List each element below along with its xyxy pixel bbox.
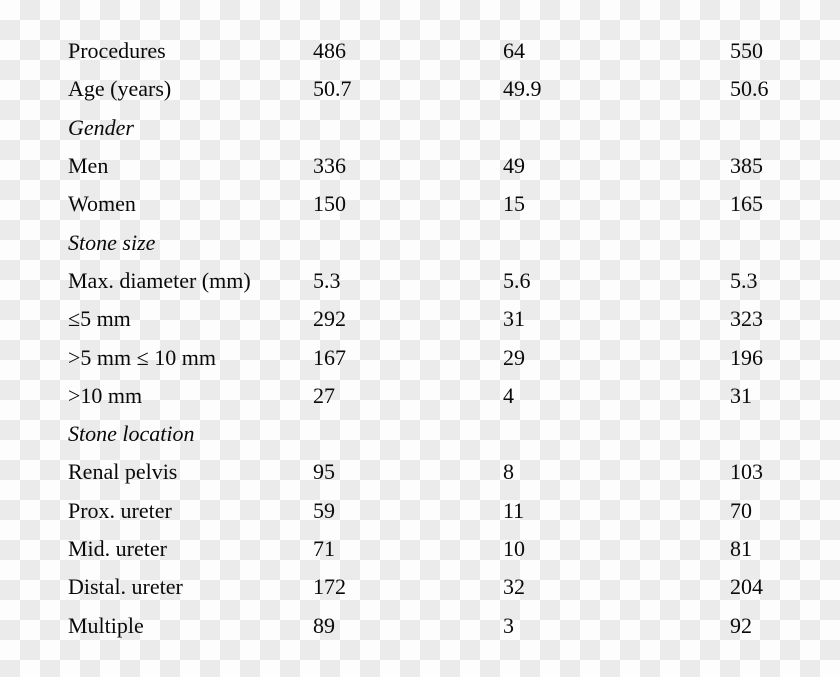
- row-label: Gender: [68, 114, 134, 140]
- value-col-1: 71: [313, 536, 335, 561]
- value-col-1: 150: [313, 191, 346, 217]
- table-row: [68, 568, 840, 606]
- row-label: Men: [68, 153, 109, 179]
- value-col-1: 89: [313, 612, 335, 638]
- value-col-1: 27: [313, 382, 335, 408]
- value-col-2: 4: [503, 382, 514, 408]
- row-label: Women: [68, 191, 136, 217]
- value-col-3: 196: [730, 344, 763, 370]
- value-col-2: 8: [503, 459, 514, 485]
- value-col-3: 550: [730, 38, 763, 64]
- value-col-1: 50.7: [313, 76, 352, 102]
- row-label: Prox. ureter: [68, 497, 172, 523]
- table-row: [68, 530, 840, 568]
- table-row: [68, 32, 840, 70]
- table-row: [68, 300, 840, 338]
- value-col-3: 50.6: [730, 76, 769, 102]
- value-col-2: 15: [503, 191, 525, 217]
- row-label: Renal pelvis: [68, 459, 178, 485]
- table-row: [68, 147, 840, 185]
- value-col-1: 292: [313, 306, 346, 332]
- row-label: ≤5 mm: [68, 306, 131, 332]
- value-col-3: 5.3: [730, 267, 758, 293]
- table-row: [68, 453, 840, 491]
- value-col-3: 31: [730, 382, 752, 408]
- table-row: [68, 492, 840, 530]
- table-row: [68, 109, 840, 147]
- value-col-3: 70: [730, 497, 752, 523]
- value-col-3: 92: [730, 612, 752, 638]
- row-label: Procedures: [68, 38, 166, 64]
- row-label: Max. diameter (mm): [68, 267, 251, 293]
- value-col-3: 385: [730, 153, 763, 179]
- value-col-2: 31: [503, 306, 525, 332]
- value-col-2: 49: [503, 153, 525, 179]
- table-row: [68, 262, 840, 300]
- row-label: Mid. ureter: [68, 536, 167, 561]
- value-col-2: 49.9: [503, 76, 542, 102]
- value-col-1: 172: [313, 574, 346, 600]
- value-col-3: 103: [730, 459, 763, 485]
- value-col-2: 3: [503, 612, 514, 638]
- table-row: [68, 338, 840, 376]
- value-col-1: 336: [313, 153, 346, 179]
- row-label: Distal. ureter: [68, 574, 183, 600]
- value-col-3: 204: [730, 574, 763, 600]
- value-col-3: 323: [730, 306, 763, 332]
- row-label: Stone size: [68, 229, 156, 255]
- value-col-1: 59: [313, 497, 335, 523]
- value-col-2: 64: [503, 38, 525, 64]
- patient-characteristics-table: [68, 32, 840, 645]
- value-col-1: 167: [313, 344, 346, 370]
- value-col-1: 5.3: [313, 267, 341, 293]
- value-col-2: 10: [503, 536, 525, 561]
- table-row: [68, 606, 840, 644]
- value-col-2: 5.6: [503, 267, 531, 293]
- table-row: [68, 223, 840, 261]
- row-label: Multiple: [68, 612, 144, 638]
- row-label: >10 mm: [68, 382, 143, 408]
- value-col-2: 29: [503, 344, 525, 370]
- value-col-3: 165: [730, 191, 763, 217]
- row-label: Age (years): [68, 76, 172, 102]
- value-col-1: 95: [313, 459, 335, 485]
- table-row: [68, 415, 840, 453]
- value-col-1: 486: [313, 38, 346, 64]
- table-row: [68, 185, 840, 223]
- table-row: [68, 377, 840, 415]
- table-row: [68, 70, 840, 108]
- value-col-3: 81: [730, 536, 752, 561]
- value-col-2: 11: [503, 497, 525, 523]
- value-col-2: 32: [503, 574, 525, 600]
- row-label: >5 mm ≤ 10 mm: [68, 344, 216, 370]
- row-label: Stone location: [68, 421, 195, 447]
